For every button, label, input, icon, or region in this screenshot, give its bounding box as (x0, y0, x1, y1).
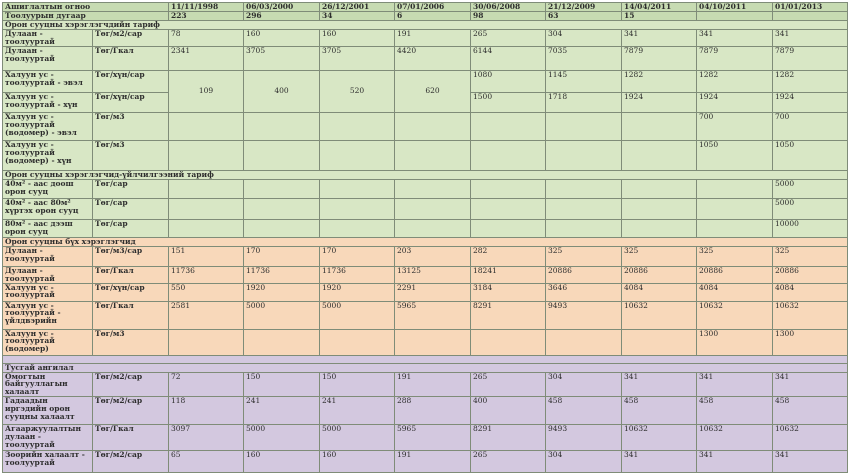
value-cell: 1282 (773, 70, 848, 92)
value-cell: 1920 (320, 283, 395, 301)
unit-cell: Төг/м3 (93, 329, 169, 355)
row-label: 80м² - аас дээш орон сууц (3, 219, 93, 237)
value-cell: 4084 (773, 283, 848, 301)
value-cell: 5000 (773, 198, 848, 219)
row-label: Халуун ус - тоолууртай - эвэл (3, 70, 93, 92)
unit-cell: Төг/м3 (93, 140, 169, 170)
value-cell: 191 (395, 451, 471, 473)
unit-cell: Төг/хүн/сар (93, 92, 169, 112)
value-cell: 10632 (697, 301, 773, 329)
table-row (3, 246, 848, 266)
table-row (3, 46, 848, 70)
value-cell: 160 (320, 451, 395, 473)
table-row (3, 301, 848, 329)
row-label: Дулаан - тоолууртай (3, 46, 93, 70)
value-cell: 700 (697, 112, 773, 140)
unit-cell: Төг/сар (93, 198, 169, 219)
table-row (3, 112, 848, 140)
value-cell (320, 329, 395, 355)
value-cell: 11736 (169, 266, 244, 283)
count-cell: 15 (622, 12, 697, 21)
header-label: Ашиглалтын огноо (3, 3, 169, 12)
date-cell: 21/12/2009 (546, 3, 622, 12)
section-title: Орон сууцны бүх хэрэглэгчид (3, 237, 848, 246)
row-label: Гадаадын иргэдийн орон сууцны халаалт (3, 397, 93, 425)
value-cell: 160 (320, 30, 395, 47)
value-cell: 325 (697, 246, 773, 266)
value-cell: 170 (320, 246, 395, 266)
value-cell: 8291 (471, 301, 546, 329)
value-cell: 400 (471, 397, 546, 425)
value-cell: 325 (622, 246, 697, 266)
value-cell: 5000 (244, 425, 320, 451)
row-label: Дулаан - тоолууртай (3, 30, 93, 47)
value-cell: 10000 (773, 219, 848, 237)
value-cell: 341 (622, 451, 697, 473)
date-cell: 01/01/2013 (773, 3, 848, 12)
value-cell: 304 (546, 372, 622, 397)
unit-cell: Төг/м2/сар (93, 451, 169, 473)
value-cell: 1282 (622, 70, 697, 92)
row-label: Зоорийн халаалт - тоолууртай (3, 451, 93, 473)
value-cell: 10632 (697, 425, 773, 451)
value-cell (546, 140, 622, 170)
count-cell: 63 (546, 12, 622, 21)
value-cell: 9493 (546, 425, 622, 451)
row-label: Халуун ус - тоолууртай (водомер) (3, 329, 93, 355)
unit-cell: Төг/сар (93, 179, 169, 198)
unit-cell: Төг/Гкал (93, 301, 169, 329)
value-cell (169, 140, 244, 170)
count-cell: 98 (471, 12, 546, 21)
value-cell (546, 112, 622, 140)
value-cell: 325 (546, 246, 622, 266)
value-cell (395, 140, 471, 170)
value-cell: 700 (773, 112, 848, 140)
unit-cell: Төг/Гкал (93, 266, 169, 283)
value-cell: 3097 (169, 425, 244, 451)
merged-value-cell: 520 (320, 70, 395, 112)
value-cell: 341 (622, 30, 697, 47)
count-cell (697, 12, 773, 21)
row-label: Агааржуулалтын дулаан - тоолууртай (3, 425, 93, 451)
value-cell: 4084 (697, 283, 773, 301)
value-cell (622, 112, 697, 140)
count-cell (773, 12, 848, 21)
value-cell: 458 (697, 397, 773, 425)
value-cell: 191 (395, 372, 471, 397)
value-cell: 7035 (546, 46, 622, 70)
value-cell: 1050 (697, 140, 773, 170)
value-cell: 5000 (320, 301, 395, 329)
value-cell: 1924 (697, 92, 773, 112)
value-cell: 20886 (622, 266, 697, 283)
value-cell: 5965 (395, 425, 471, 451)
value-cell: 341 (697, 30, 773, 47)
row-label: Омогтын байгууллагын халаалт (3, 372, 93, 397)
merged-value-cell: 109 (169, 70, 244, 112)
count-cell: 34 (320, 12, 395, 21)
row-label: Халуун ус - тоолууртай (водомер) - эвэл (3, 112, 93, 140)
value-cell (244, 140, 320, 170)
table-row (3, 70, 848, 92)
value-cell: 325 (773, 246, 848, 266)
value-cell (395, 112, 471, 140)
value-cell: 1080 (471, 70, 546, 92)
spacer-row (3, 355, 848, 363)
value-cell: 341 (697, 451, 773, 473)
value-cell: 458 (546, 397, 622, 425)
count-label: Тоолуурын дугаар (3, 12, 169, 21)
value-cell: 5000 (773, 179, 848, 198)
date-cell: 07/01/2006 (395, 3, 471, 12)
table-row (3, 425, 848, 451)
value-cell: 1500 (471, 92, 546, 112)
value-cell: 5000 (244, 301, 320, 329)
count-cell: 223 (169, 12, 244, 21)
date-cell: 26/12/2001 (320, 3, 395, 12)
value-cell: 1300 (697, 329, 773, 355)
unit-cell: Төг/хүн/сар (93, 283, 169, 301)
table-row (3, 329, 848, 355)
section-row (3, 21, 848, 30)
unit-cell: Төг/м2/сар (93, 397, 169, 425)
value-cell (622, 329, 697, 355)
value-cell: 10632 (622, 301, 697, 329)
table-row (3, 397, 848, 425)
value-cell: 265 (471, 30, 546, 47)
row-label: 40м² - аас доош орон сууц (3, 179, 93, 198)
row-label: 40м² - аас 80м² хүртэх орон сууц (3, 198, 93, 219)
value-cell: 5000 (320, 425, 395, 451)
value-cell: 288 (395, 397, 471, 425)
table-row (3, 179, 848, 198)
value-cell: 1920 (244, 283, 320, 301)
value-cell: 3705 (320, 46, 395, 70)
value-cell: 2291 (395, 283, 471, 301)
value-cell: 1924 (773, 92, 848, 112)
value-cell: 10632 (773, 301, 848, 329)
value-cell: 341 (697, 372, 773, 397)
value-cell: 2341 (169, 46, 244, 70)
unit-cell: Төг/хүн/сар (93, 70, 169, 92)
value-cell: 7879 (773, 46, 848, 70)
value-cell: 10632 (773, 425, 848, 451)
row-label: Халуун ус - тоолууртай (3, 283, 93, 301)
unit-cell: Төг/м2/сар (93, 372, 169, 397)
value-cell: 1924 (622, 92, 697, 112)
table-row (3, 283, 848, 301)
value-cell: 341 (622, 372, 697, 397)
value-cell: 5965 (395, 301, 471, 329)
unit-cell: Төг/Гкал (93, 46, 169, 70)
value-cell: 1050 (773, 140, 848, 170)
value-cell: 1282 (697, 70, 773, 92)
value-cell: 458 (773, 397, 848, 425)
unit-cell: Төг/м3/сар (93, 246, 169, 266)
value-cell (320, 112, 395, 140)
value-cell: 150 (244, 372, 320, 397)
value-cell: 3184 (471, 283, 546, 301)
unit-cell: Төг/м3 (93, 112, 169, 140)
value-cell: 10632 (622, 425, 697, 451)
value-cell: 1300 (773, 329, 848, 355)
row-label: Халуун ус - тоолууртай (водомер) - хүн (3, 140, 93, 170)
value-cell: 170 (244, 246, 320, 266)
tariff-table (2, 2, 848, 473)
unit-cell: Төг/м2/сар (93, 30, 169, 47)
value-cell: 550 (169, 283, 244, 301)
value-cell: 9493 (546, 301, 622, 329)
row-label: Дулаан - тоолууртай (3, 246, 93, 266)
table-row (3, 140, 848, 170)
count-cell: 6 (395, 12, 471, 21)
value-cell (169, 329, 244, 355)
row-label: Халуун ус - тоолууртай - үйлдвэрийн (3, 301, 93, 329)
date-cell: 14/04/2011 (622, 3, 697, 12)
date-cell: 04/10/2011 (697, 3, 773, 12)
value-cell: 20886 (773, 266, 848, 283)
value-cell: 241 (244, 397, 320, 425)
section-title: Орон сууцны хэрэглэгчид-үйлчилгээний тариф (3, 170, 848, 179)
value-cell: 72 (169, 372, 244, 397)
value-cell: 7879 (622, 46, 697, 70)
value-cell: 11736 (244, 266, 320, 283)
date-cell: 30/06/2008 (471, 3, 546, 12)
value-cell: 11736 (320, 266, 395, 283)
value-cell: 65 (169, 451, 244, 473)
value-cell: 7879 (697, 46, 773, 70)
value-cell: 160 (244, 30, 320, 47)
value-cell (471, 112, 546, 140)
value-cell (320, 140, 395, 170)
unit-cell: Төг/сар (93, 219, 169, 237)
value-cell: 13125 (395, 266, 471, 283)
value-cell: 304 (546, 30, 622, 47)
value-cell (244, 329, 320, 355)
value-cell (471, 140, 546, 170)
value-cell: 4420 (395, 46, 471, 70)
table-row (3, 198, 848, 219)
value-cell: 203 (395, 246, 471, 266)
value-cell: 282 (471, 246, 546, 266)
value-cell: 341 (773, 30, 848, 47)
section-row (3, 170, 848, 179)
date-cell: 06/03/2000 (244, 3, 320, 12)
count-cell: 296 (244, 12, 320, 21)
value-cell (546, 329, 622, 355)
value-cell: 1718 (546, 92, 622, 112)
value-cell (169, 112, 244, 140)
value-cell: 3646 (546, 283, 622, 301)
row-label: Халуун ус - тоолууртай - хүн (3, 92, 93, 112)
count-row (3, 12, 848, 21)
value-cell: 160 (244, 451, 320, 473)
value-cell: 20886 (546, 266, 622, 283)
value-cell: 241 (320, 397, 395, 425)
value-cell: 118 (169, 397, 244, 425)
value-cell: 150 (320, 372, 395, 397)
section-row (3, 237, 848, 246)
value-cell: 341 (773, 372, 848, 397)
value-cell: 8291 (471, 425, 546, 451)
value-cell: 78 (169, 30, 244, 47)
value-cell: 341 (773, 451, 848, 473)
value-cell: 265 (471, 372, 546, 397)
table-row (3, 451, 848, 473)
table-row (3, 372, 848, 397)
value-cell: 304 (546, 451, 622, 473)
value-cell: 18241 (471, 266, 546, 283)
value-cell: 151 (169, 246, 244, 266)
value-cell: 265 (471, 451, 546, 473)
value-cell: 4084 (622, 283, 697, 301)
value-cell: 191 (395, 30, 471, 47)
value-cell: 3705 (244, 46, 320, 70)
section-title: Тусгай ангилал (3, 363, 848, 372)
value-cell: 6144 (471, 46, 546, 70)
value-cell: 2581 (169, 301, 244, 329)
row-label: Дулаан - тоолууртай (3, 266, 93, 283)
table-row (3, 30, 848, 47)
section-title: Орон сууцны хэрэглэгчдийн тариф (3, 21, 848, 30)
value-cell (471, 329, 546, 355)
merged-value-cell: 400 (244, 70, 320, 112)
value-cell (622, 140, 697, 170)
merged-value-cell: 620 (395, 70, 471, 112)
value-cell: 20886 (697, 266, 773, 283)
section-row (3, 363, 848, 372)
value-cell (244, 112, 320, 140)
unit-cell: Төг/Гкал (93, 425, 169, 451)
table-row (3, 219, 848, 237)
value-cell: 1145 (546, 70, 622, 92)
header-row (3, 3, 848, 12)
table-row (3, 266, 848, 283)
value-cell (395, 329, 471, 355)
date-cell: 11/11/1998 (169, 3, 244, 12)
value-cell: 458 (622, 397, 697, 425)
